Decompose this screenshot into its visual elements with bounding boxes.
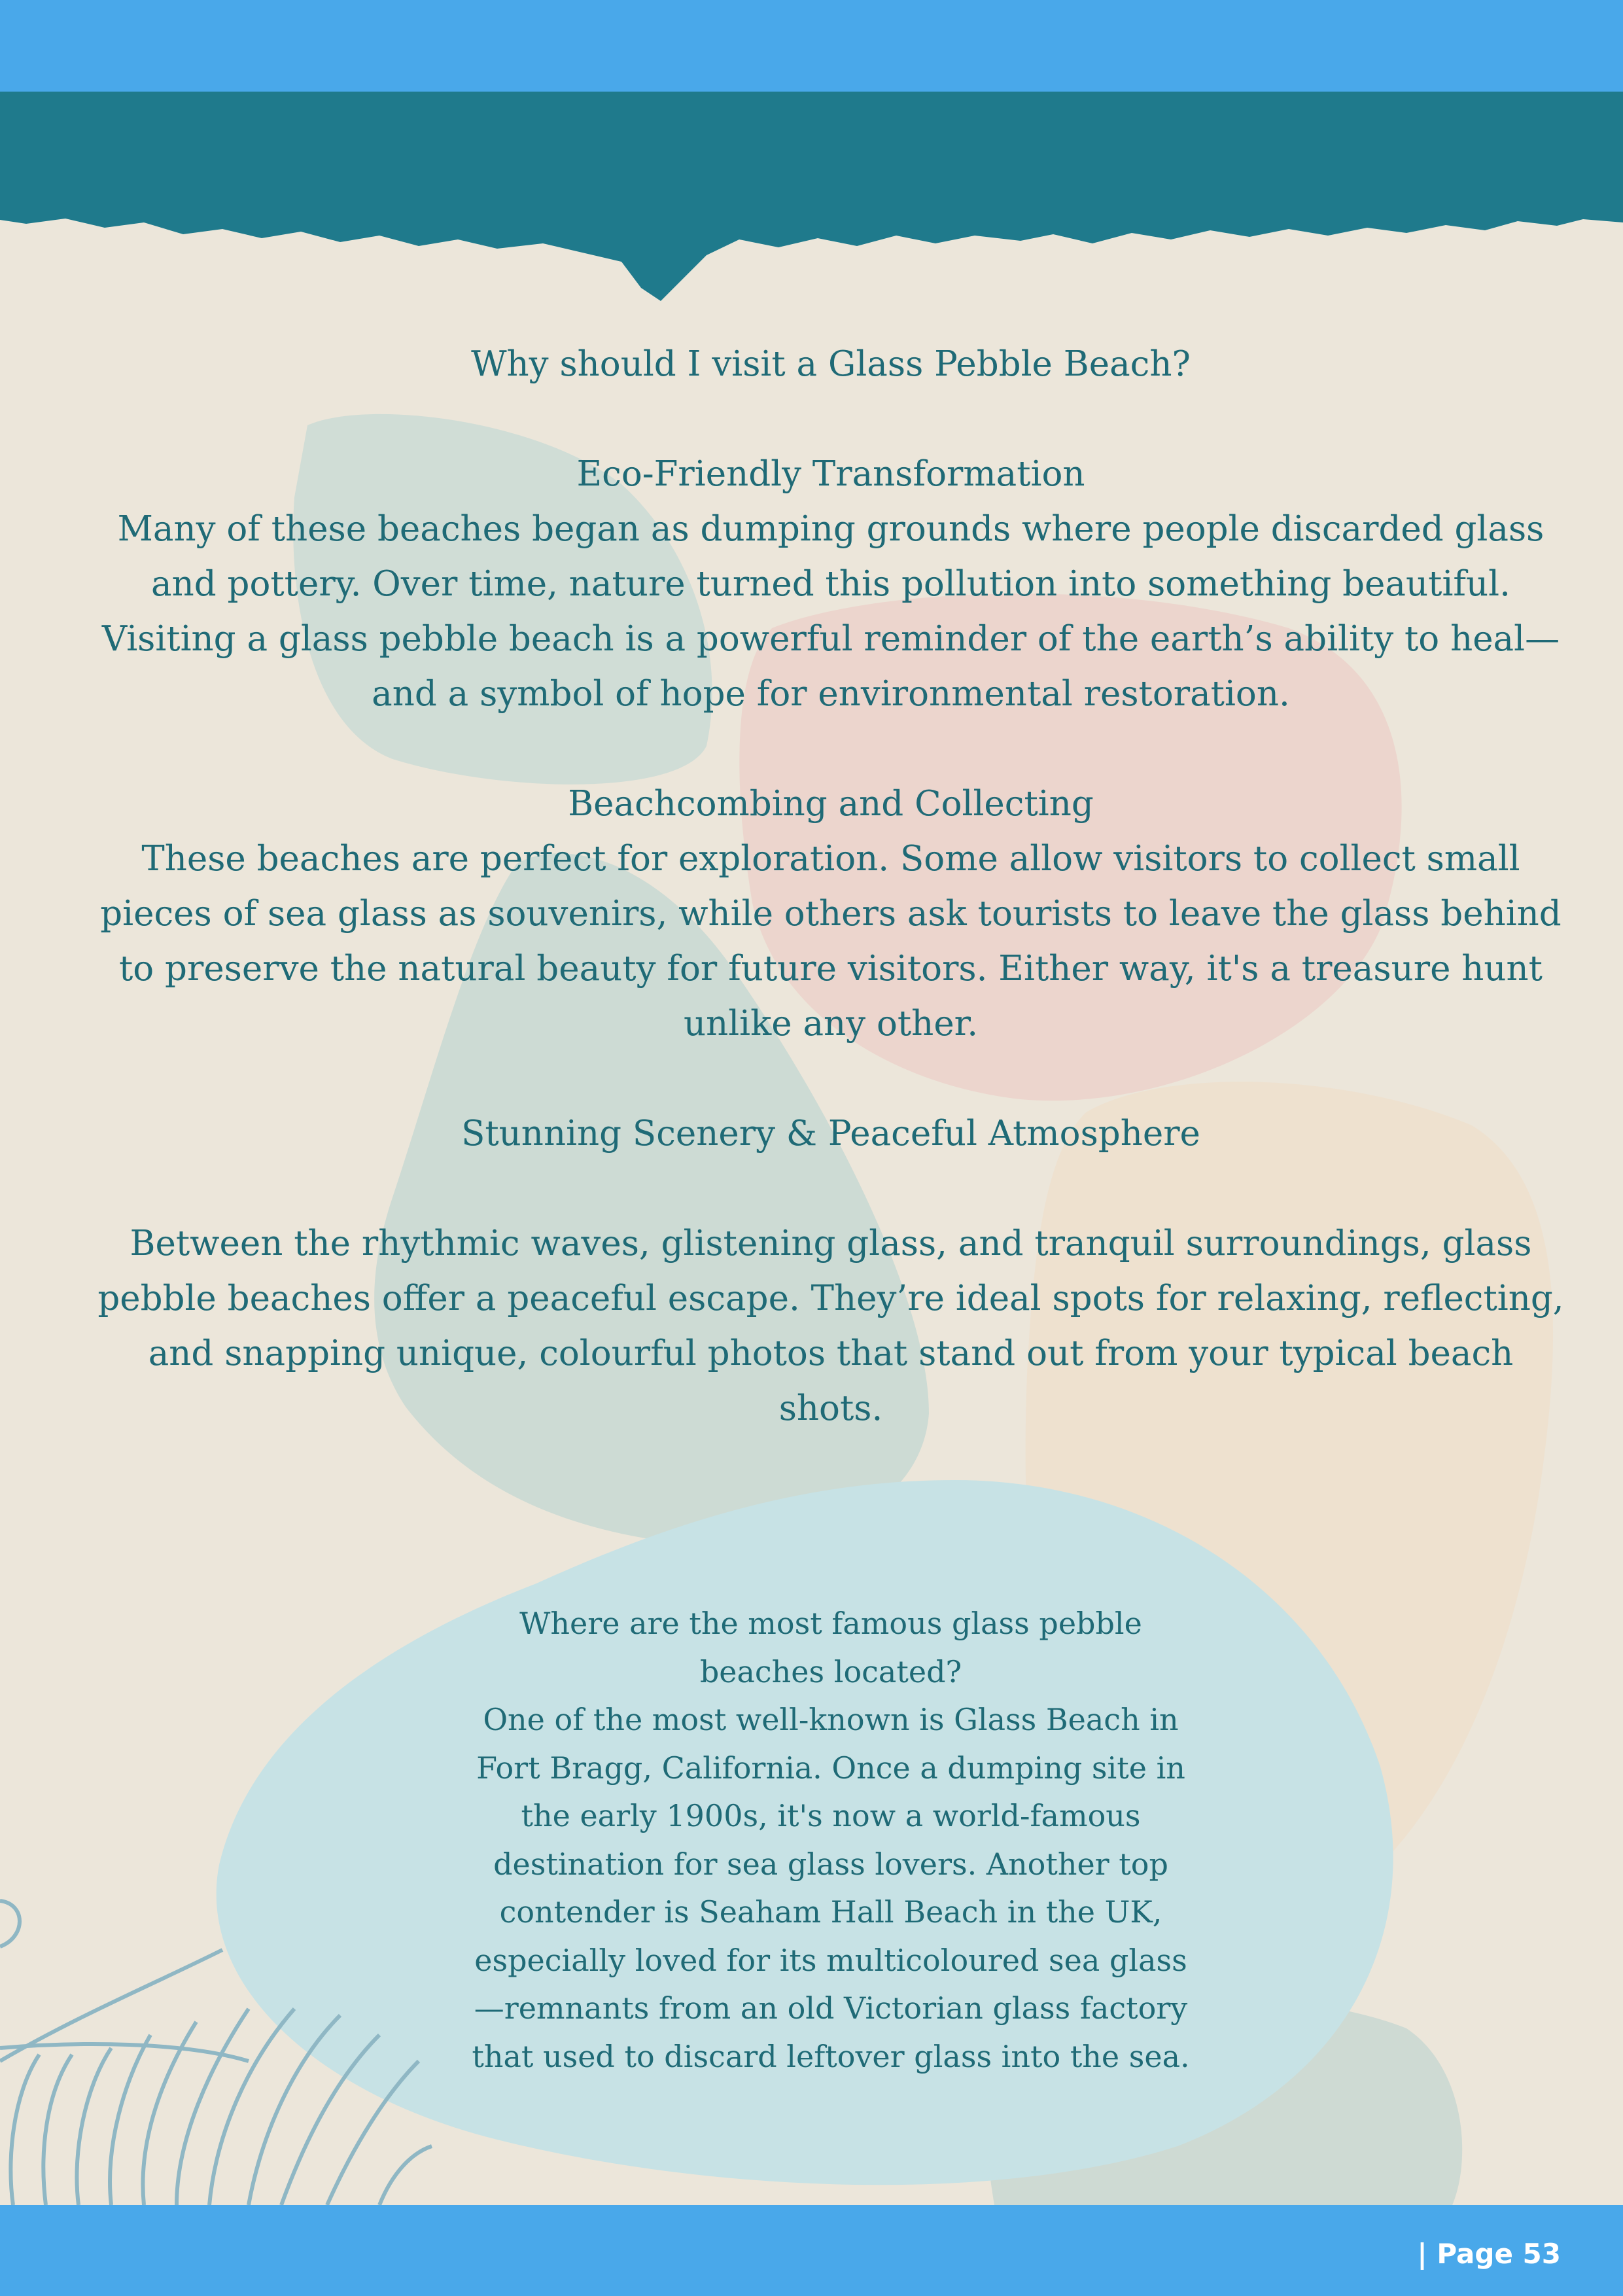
section-body: These beaches are perfect for exploration. Some allow visitors to collect small pieces of sea glass as souvenirs, while others ask tourists to leave the glass behind to preserve the natural beauty for future visitors. Either way, it's a treasure hunt unlike any other. [100, 839, 1562, 1044]
callout-body: One of the most well-known is Glass Beach in Fort Bragg, California. Once a dumping site in the early 1900s, it's now a world-famous destination for sea glass lovers. Another top contender is Seaham Hall Beach in the UK, especially loved for its multicoloured sea glass—remnants from an old Victorian glass factory that used to discard leftover glass into the sea. [472, 1702, 1190, 2074]
callout-box [468, 1600, 1194, 2081]
torn-paper-edge [0, 92, 1623, 301]
section-heading: Eco-Friendly Transformation [576, 454, 1085, 494]
callout-heading: Where are the most famous glass pebble beaches located? [519, 1606, 1142, 1689]
main-content [92, 337, 1570, 1491]
page-title: Why should I visit a Glass Pebble Beach? [471, 344, 1191, 384]
section-heading: Stunning Scenery & Peaceful Atmosphere [461, 1114, 1200, 1154]
bottom-color-band [0, 2205, 1623, 2296]
section-body: Between the rhythmic waves, glistening glass, and tranquil surroundings, glass pebble beaches offer a peaceful escape. They’re ideal spots for relaxing, reflecting, and snapping unique, colourful photos that stand out from your typical beach shots. [97, 1224, 1564, 1428]
page-number: | Page 53 [1417, 2238, 1561, 2270]
section-body: Many of these beaches began as dumping grounds where people discarded glass and pottery. Over time, nature turned this pollution into something beautiful. Visiting a glass pebble beach is a powerful reminder of the earth’s ability to heal—and a symbol of hope for environmental restoration. [101, 509, 1560, 714]
section-heading: Beachcombing and Collecting [568, 784, 1094, 824]
top-color-band [0, 0, 1623, 92]
